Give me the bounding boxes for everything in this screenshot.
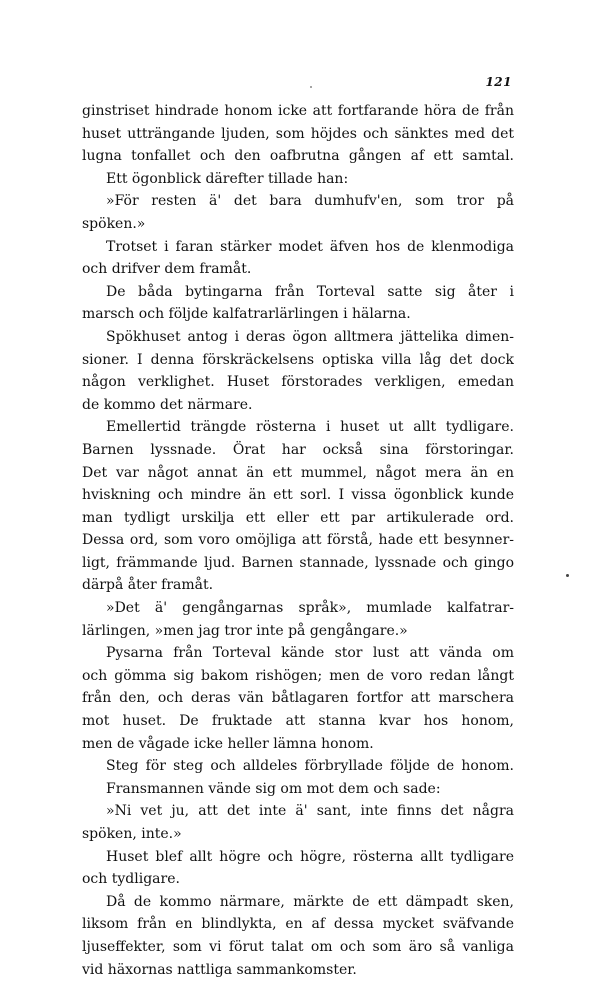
text-line: lärlingen, »men jag tror inte på gengångare.» (82, 622, 408, 639)
text-line: Spökhuset antog i deras ögon alltmera jättelika dimen- (106, 328, 514, 345)
text-line: Dessa ord, som voro omöjliga att förstå, hade ett besynner- (82, 532, 514, 549)
text-line: marsch och följde kalfatrarlärlingen i hälarna. (82, 306, 411, 323)
text-line: man tydligt urskilja ett eller ett par artikulerade ord. (82, 509, 514, 526)
text-line: någon verklighet. Huset förstorades verkligen, emedan (82, 374, 514, 391)
text-line: hviskning och mindre än ett sorl. I vissa ögonblick kunde (82, 487, 514, 504)
text-line: Huset blef allt högre och högre, rösterna allt tydligare (106, 848, 514, 865)
text-line: och drifver dem framåt. (82, 261, 252, 278)
text-line: Det var något annat än ett mummel, något mera än en (82, 464, 514, 481)
text-line: »Ni vet ju, att det inte ä' sant, inte finns det några (106, 803, 514, 820)
text-line: sioner. I denna förskräckelsens optiska villa låg det dock (82, 351, 514, 368)
text-line: men de vågade icke heller lämna honom. (82, 735, 374, 752)
text-line: lugna tonfallet och den oafbrutna gången af ett samtal. (82, 148, 514, 165)
text-line: liksom från en blindlykta, en af dessa mycket sväfvande (82, 916, 514, 933)
text-line: Emellertid trängde rösterna i huset ut allt tydligare. (106, 419, 514, 436)
text-line: »Det ä' gengångarnas språk», mumlade kalfatrar- (106, 600, 514, 617)
text-line: Pysarna från Torteval kände stor lust att vända om (106, 645, 514, 662)
text-line: De båda bytingarna från Torteval satte sig åter i (106, 283, 514, 300)
text-line: Barnen lyssnade. Örat har också sina förstoringar. (82, 441, 514, 458)
text-line: ljuseffekter, som vi förut talat om och som äro så vanliga (82, 938, 514, 955)
text-line: Då de kommo närmare, märkte de ett dämpadt sken, (106, 893, 514, 910)
text-line: spöken.» (82, 215, 146, 232)
text-line: huset utträngande ljuden, som höjdes och sänktes med det (82, 125, 514, 142)
text-line: och gömma sig bakom rishögen; men de voro redan långt (82, 667, 514, 684)
ink-speck (566, 574, 569, 577)
text-line: Steg för steg och alldeles förbryllade följde de honom. (106, 758, 514, 775)
page-number: 121 (485, 75, 512, 89)
ink-speck (310, 86, 312, 88)
text-line: ginstriset hindrade honom icke att fortfarande höra de från (82, 103, 514, 119)
text-line: från den, och deras vän båtlagaren fortfor att marschera (82, 690, 514, 707)
text-line: och tydligare. (82, 871, 180, 888)
text-line: »För resten ä' det bara dumhufv'en, som tror på (106, 193, 514, 210)
body-text (82, 100, 514, 981)
text-line: därpå åter framåt. (82, 577, 214, 594)
text-line: de kommo det närmare. (82, 396, 253, 413)
text-line: mot huset. De fruktade att stanna kvar hos honom, (82, 713, 514, 730)
text-line: Fransmannen vände sig om mot dem och sade: (106, 780, 441, 797)
text-line: ligt, främmande ljud. Barnen stannade, lyssnade och gingo (82, 554, 514, 571)
text-line: Ett ögonblick därefter tillade han: (106, 170, 349, 187)
text-line: Trotset i faran stärker modet äfven hos de klenmodiga (106, 238, 514, 255)
text-line: vid häxornas nattliga sammankomster. (82, 961, 357, 978)
text-line: spöken, inte.» (82, 826, 182, 842)
